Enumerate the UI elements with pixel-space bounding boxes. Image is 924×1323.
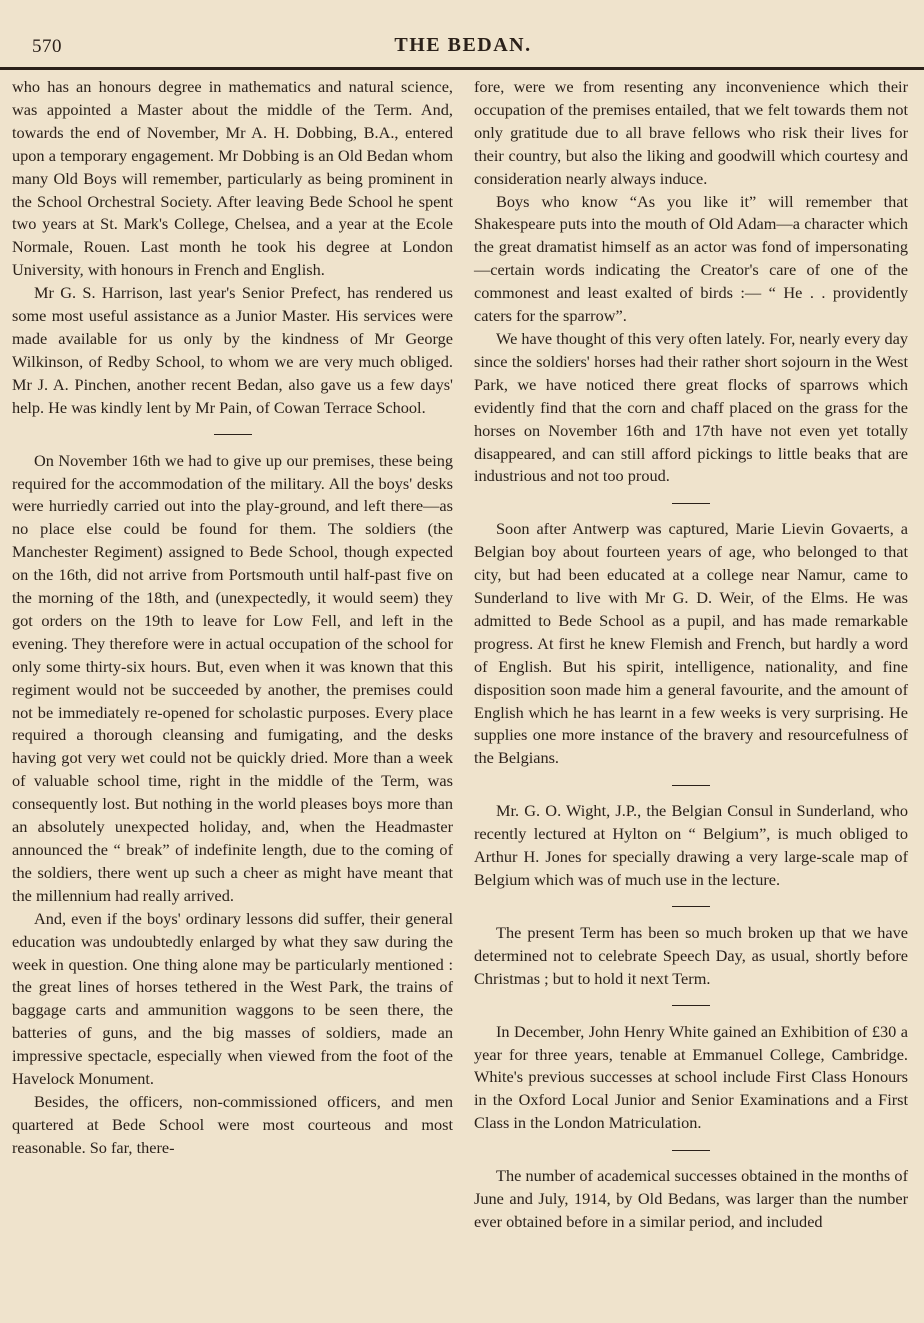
- paragraph-belgian-boy: Soon after Antwerp was captured, Marie Lievin Govaerts, a Belgian boy about fourteen years of age, who belonged to that city, but had been educated at a college near Namur, came to Sunderland to live with Mr G. D. Weir, of the Elms. He was admitted to Bede School as a pupil, and has made remarkable progress. At first he knew Flemish and French, but hardly a word of English. But his spirit, intelligence, nationality, and fine disposition soon made him a general favourite, and the amount of English which he has learnt in a few weeks is very surprising. He supplies one more instance of the bravery and resourcefulness of the Belgians.: [474, 519, 908, 768]
- section-separator: [12, 420, 453, 450]
- paragraph-consul: Mr. G. O. Wight, J.P., the Belgian Consul in Sunderland, who recently lectured at Hylton on “ Belgium”, is much obliged to Arthur H. Jones for specially drawing a very large-scale map of Belgium which was of much use in the lecture.: [474, 801, 908, 889]
- running-title: THE BEDAN.: [394, 34, 532, 56]
- paragraph-officers: Besides, the officers, non-commissioned officers, and men quartered at Bede School were most courteous and most reasonable. So far, there-: [12, 1091, 453, 1157]
- section-separator: [474, 1135, 908, 1165]
- paragraph-harrison: Mr G. S. Harrison, last year's Senior Prefect, has rendered us some most useful assistance as a Junior Master. His services were made available for us only by the kindness of Mr George Wilkinson, of Redby School, to whom we are very much obliged. Mr J. A. Pinchen, another recent Bedan, also gave us a few days' help. He was kindly lent by Mr Pain, of Cowan Terrace School.: [12, 283, 453, 417]
- paragraph-premises: On November 16th we had to give up our premises, these being required for the accommodation of the military. All the boys' desks were hurriedly carried out into the play-ground, and left there—as no place else could be found for them. The soldiers (the Manchester Regiment) assigned to Bede School, though expected on the 16th, did not arrive from Portsmouth until half-past five on the morning of the 18th, and (unexpectedly, it would seem) they got orders on the 19th to leave for Low Fell, and left in the evening. They therefore were in actual occupation of the school for only some thirty-six hours. But, even when it was known that this regiment would not be succeeded by another, the premises could not be immediately re-opened for scholastic purposes. Every place required a thorough cleansing and fumigating, and the desks having got very wet could not be quickly dried. More than a week of valuable school time, right in the middle of the Term, was consequently lost. But nothing in the world pleases boys more than an absolutely unexpected holiday, and, when the Headmaster announced the “ break” of indefinite length, due to the coming of the soldiers, there went up such a cheer as might have meant that the millennium had really arrived.: [12, 450, 453, 905]
- paragraph-exhibition: In December, John Henry White gained an Exhibition of £30 a year for three years, tenable at Emmanuel College, Cambridge. White's previous successes at school include First Class Honours in the Oxford Local Junior and Senior Examinations and a First Class in the London Matriculation.: [474, 1021, 908, 1133]
- section-separator: [474, 488, 908, 518]
- page-header: [32, 32, 894, 62]
- paragraph-speech-day: The present Term has been so much broken up that we have determined not to celebrate Speech Day, as usual, shortly before Christmas ; but to hold it next Term.: [474, 922, 908, 988]
- paragraph-shakespeare: Boys who know “As you like it” will remember that Shakespeare puts into the mouth of Old Adam—a character which the great dramatist himself as an actor was fond of impersonating—certain words indicating the Creator's care of one of the commonest and least exalted of birds :— “ He . . providently caters for the sparrow”.: [474, 191, 908, 326]
- section-separator: [474, 991, 908, 1021]
- header-rule: [0, 67, 924, 70]
- right-column: [474, 76, 908, 1234]
- paragraph-sparrows: We have thought of this very often lately. For, nearly every day since the soldiers' horses had their rather short sojourn in the West Park, we have noticed there great flocks of sparrows which evidently find that the corn and chaff placed on the grass for the horses on November 16th and 17th have not even yet totally disappeared, and can still afford pickings to little beaks that are industrious and not too proud.: [474, 328, 908, 486]
- paragraph-inconvenience: fore, were we from resenting any inconvenience which their occupation of the premises entailed, that we felt towards them not only gratitude due to all brave fellows who risk their lives for their country, but also the liking and goodwill which courtesy and consideration nearly always induce.: [474, 77, 908, 188]
- paragraph-academic-successes: The number of academical successes obtained in the months of June and July, 1914, by Old Bedans, was larger than the number ever obtained before in a similar period, and included: [474, 1166, 908, 1231]
- paragraph-dobbing: who has an honours degree in mathematics and natural science, was appointed a Master about the middle of the Term. And, towards the end of November, Mr A. H. Dobbing, B.A., entered upon a temporary engagement. Mr Dobbing is an Old Bedan whom many Old Boys will remember, particularly as being prominent in the School Orchestral Society. After leaving Bede School he spent two years at St. Mark's College, Chelsea, and a year at the Ecole Normale, Rouen. Last month he took his degree at London University, with honours in French and English.: [12, 77, 453, 280]
- page-number: 570: [32, 36, 62, 57]
- section-separator: [474, 892, 908, 922]
- section-separator: [474, 770, 908, 800]
- paragraph-education: And, even if the boys' ordinary lessons did suffer, their general education was undoubtedly enlarged by what they saw during the week in question. One thing alone may be particularly mentioned : the great lines of horses tethered in the West Park, the trains of baggage carts and ammunition waggons to be seen there, the batteries of guns, and the big masses of soldiers, made an impressive spectacle, especially when viewed from the foot of the Havelock Monument.: [12, 908, 453, 1089]
- left-column: [12, 76, 453, 1160]
